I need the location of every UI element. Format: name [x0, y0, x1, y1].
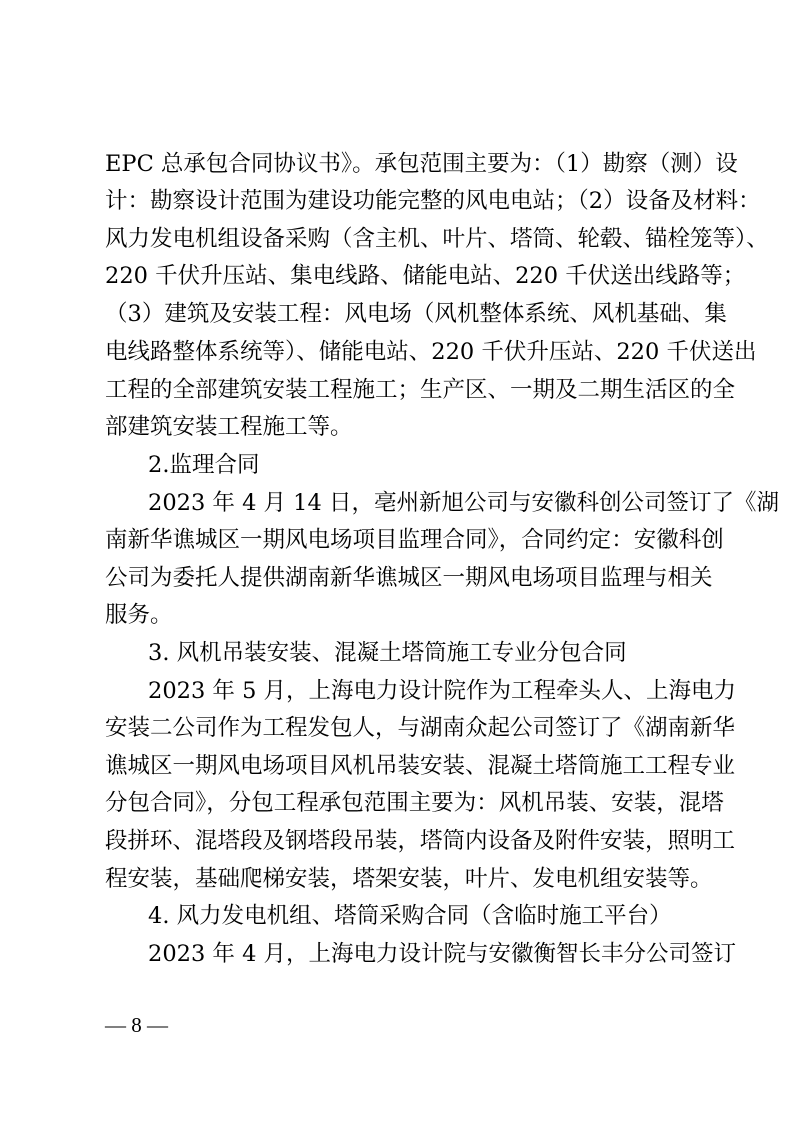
- page-number: — 8 —: [105, 1013, 168, 1037]
- text-line: （3）建筑及安装工程：风电场（风机整体系统、风机基础、集: [105, 301, 727, 327]
- text-line: 程安装，基础爬梯安装，塔架安装，叶片、发电机组安装等。: [105, 866, 713, 892]
- text-line: 工程的全部建筑安装工程施工；生产区、一期及二期生活区的全: [105, 377, 736, 403]
- text-line: 谯城区一期风电场项目风机吊装安装、混凝土塔筒施工工程专业: [105, 753, 736, 779]
- text-line: 安装二公司作为工程发包人，与湖南众起公司签订了《湖南新华: [105, 715, 736, 741]
- text-line: 部建筑安装工程施工等。: [105, 414, 353, 440]
- text-line: 服务。: [105, 602, 173, 628]
- section-heading: 3. 风机吊装安装、混凝土塔筒施工专业分包合同: [148, 640, 627, 666]
- text-line: 220 千伏升压站、集电线路、储能电站、220 千伏送出线路等；: [105, 263, 746, 289]
- text-line: 南新华谯城区一期风电场项目监理合同》，合同约定：安徽科创: [105, 527, 724, 553]
- text-line: 风力发电机组设备采购（含主机、叶片、塔筒、轮毂、锚栓笼等）、: [105, 226, 769, 252]
- text-line: EPC 总承包合同协议书》。承包范围主要为：（1）勘察（测）设: [105, 151, 738, 177]
- section-heading: 2.监理合同: [148, 452, 260, 478]
- text-line: 2023 年 4 月，上海电力设计院与安徽衡智长丰分公司签订: [148, 941, 737, 967]
- text-line: 分包合同》，分包工程承包范围主要为：风机吊装、安装，混塔: [105, 790, 724, 816]
- text-line: 计：勘察设计范围为建设功能完整的风电电站；（2）设备及材料：: [105, 188, 761, 214]
- text-line: 公司为委托人提供湖南新华谯城区一期风电场项目监理与相关: [105, 565, 713, 591]
- text-line: 电线路整体系统等）、储能电站、220 千伏升压站、220 千伏送出: [105, 339, 757, 365]
- text-line: 段拼环、混塔段及钢塔段吊装，塔筒内设备及附件安装，照明工: [105, 828, 736, 854]
- text-line: 2023 年 5 月，上海电力设计院作为工程牵头人、上海电力: [148, 678, 737, 704]
- section-heading: 4. 风力发电机组、塔筒采购合同（含临时施工平台）: [148, 903, 672, 929]
- text-line: 2023 年 4 月 14 日，亳州新旭公司与安徽科创公司签订了《湖: [148, 490, 779, 516]
